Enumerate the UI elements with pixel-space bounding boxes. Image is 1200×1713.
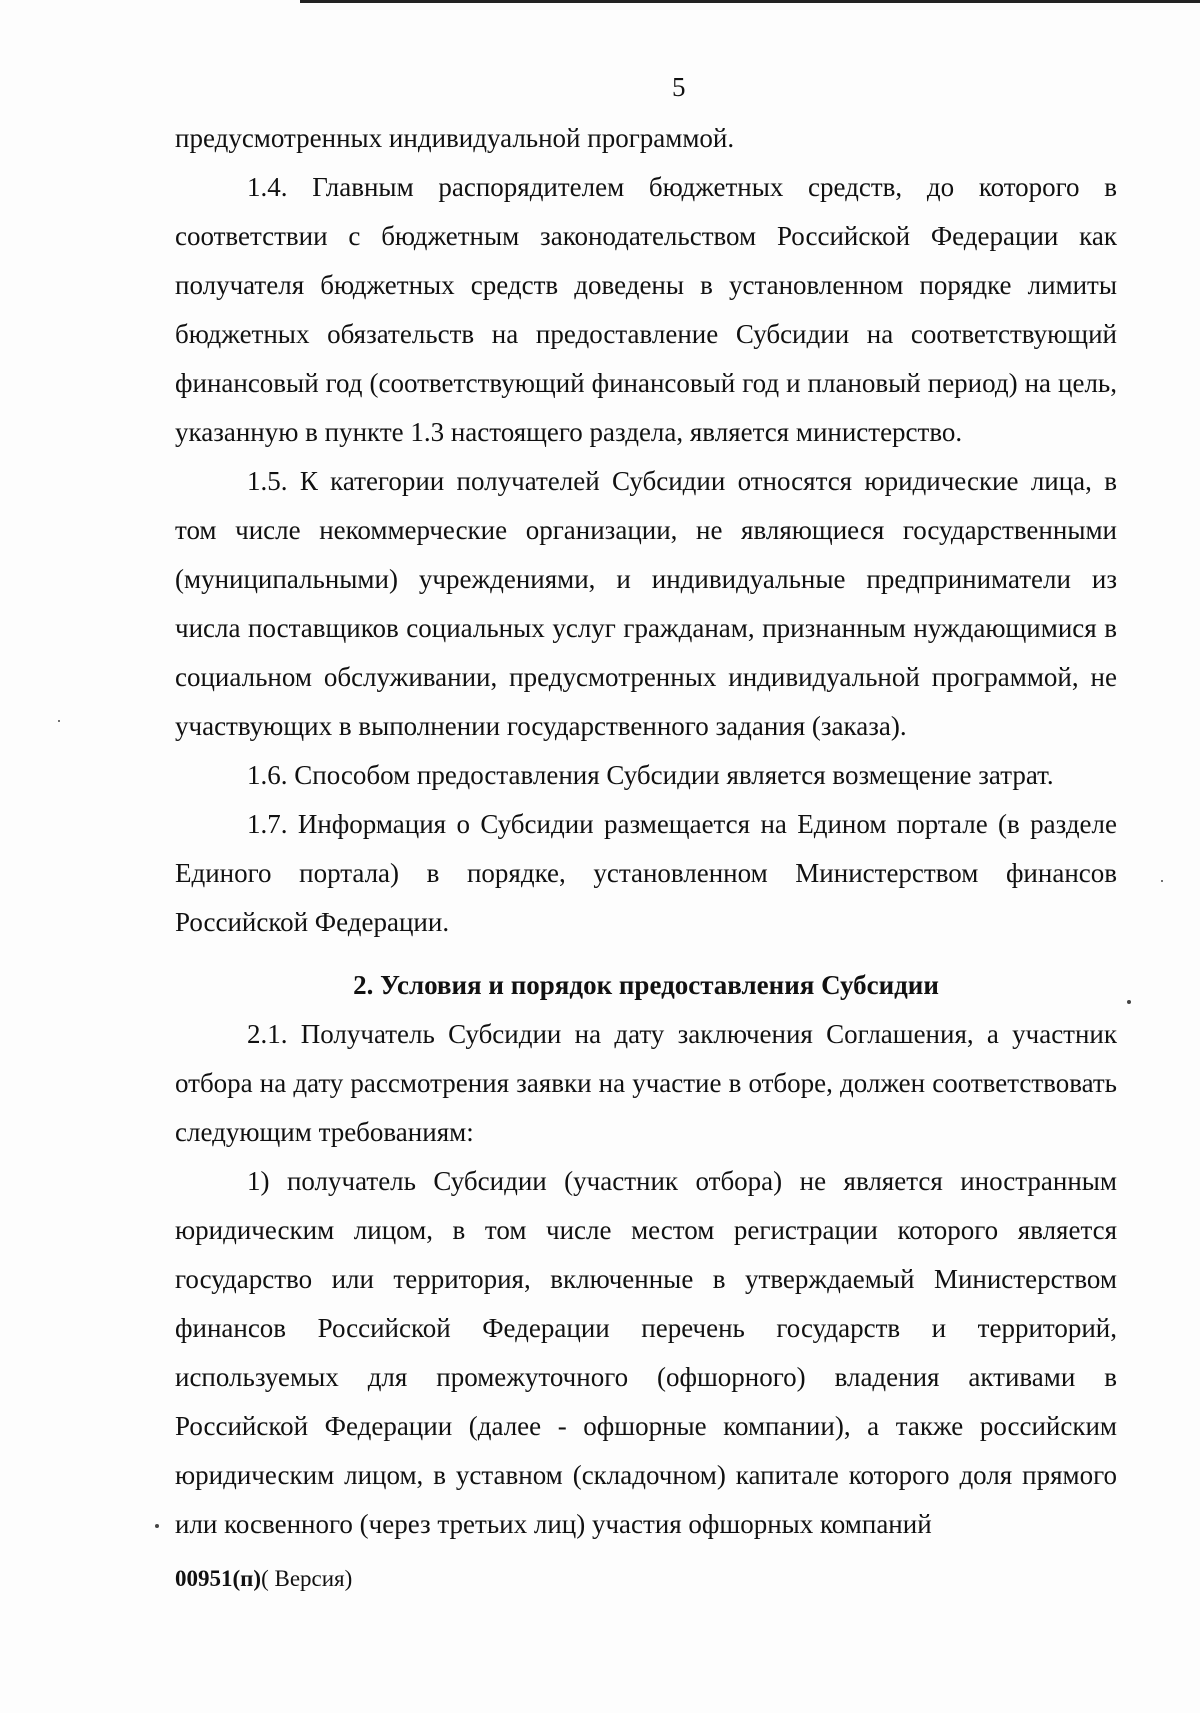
paragraph-continuation: предусмотренных индивидуальной программой.	[175, 123, 735, 153]
page-number: 5	[672, 72, 686, 102]
document-footer	[175, 1566, 352, 1592]
paragraph-1-4: 1.4. Главным распорядителем бюджетных средств, до которого в соответствии с бюджетным законодательством Российской Федерации как получателя бюджетных средств доведены в установленном порядке лимиты бюджетных обязательств на предоставление Субсидии на соответствующий финансовый год (соответствующий финансовый год и плановый период) на цель, указанную в пункте 1.3 настоящего раздела, является министерство.	[175, 172, 1117, 447]
top-scan-edge	[300, 0, 1200, 3]
scan-speck	[1127, 1000, 1131, 1004]
paragraph-2-1-item-1: 1) получатель Субсидии (участник отбора) не является иностранным юридическим лицом, в том числе местом регистрации которого является государство или территория, включенные в утверждаемый Министерством финансов Российской Федерации перечень государств и территорий, используемых для промежуточного (офшорного) владения активами в Российской Федерации (далее - офшорные компании), а также российским юридическим лицом, в уставном (складочном) капитале которого доля прямого или косвенного (через третьих лиц) участия офшорных компаний	[175, 1166, 1117, 1539]
section-heading: 2. Условия и порядок предоставления Субсидии	[353, 970, 939, 1000]
scan-speck	[1161, 880, 1163, 882]
paragraph-1-7: 1.7. Информация о Субсидии размещается на Едином портале (в разделе Единого портала) в порядке, установленном Министерством финансов Российской Федерации.	[175, 809, 1117, 937]
paragraph-1-5: 1.5. К категории получателей Субсидии относятся юридические лица, в том числе некоммерческие организации, не являющиеся государственными (муниципальными) учреждениями, и индивидуальные предприниматели из числа поставщиков социальных услуг гражданам, признанным нуждающимися в социальном обслуживании, предусмотренных индивидуальной программой, не участвующих в выполнении государственного задания (заказа).	[175, 466, 1117, 741]
paragraph-1-6: 1.6. Способом предоставления Субсидии является возмещение затрат.	[247, 760, 1054, 790]
document-version: ( Версия)	[261, 1566, 353, 1591]
scan-speck	[58, 720, 60, 722]
scan-speck	[155, 1524, 159, 1528]
document-body	[175, 114, 1117, 1549]
document-code: 00951(п)	[175, 1566, 262, 1591]
paragraph-2-1: 2.1. Получатель Субсидии на дату заключения Соглашения, а участник отбора на дату рассмотрения заявки на участие в отборе, должен соответствовать следующим требованиям:	[175, 1019, 1117, 1147]
